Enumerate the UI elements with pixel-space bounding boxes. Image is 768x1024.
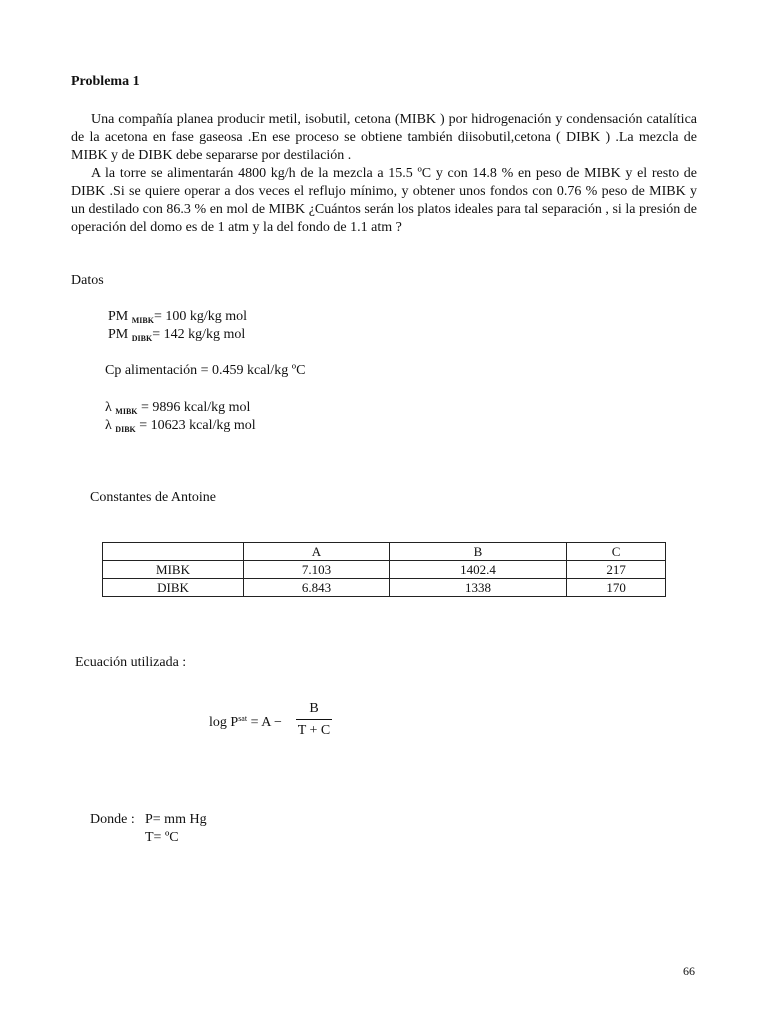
pm-dibk-label: PM — [108, 327, 129, 342]
fraction-bar — [296, 719, 332, 720]
pm-dibk-line — [108, 326, 245, 348]
equation-mid: = A − — [247, 715, 282, 730]
table-header-cell — [103, 543, 244, 561]
equation-fraction — [296, 700, 332, 740]
problem-paragraph-2 — [71, 165, 697, 237]
table-cell: 1402.4 — [389, 561, 566, 579]
lambda-dibk-sub: DIBK — [115, 425, 136, 434]
table-row — [103, 579, 666, 597]
pm-mibk-sub: MIBK — [131, 316, 154, 325]
table-header-cell: C — [567, 543, 666, 561]
equation-heading: Ecuación utilizada : — [75, 655, 187, 670]
lambda-mibk-sub: MIBK — [115, 407, 138, 416]
table-cell: 6.843 — [244, 579, 390, 597]
datos-heading: Datos — [71, 273, 104, 288]
equation-denominator: T + C — [297, 723, 331, 738]
lambda-mibk-label: λ — [105, 400, 112, 415]
table-cell: 217 — [567, 561, 666, 579]
table-row — [103, 561, 666, 579]
lambda-mibk-value: = 9896 kcal/kg mol — [137, 400, 251, 415]
paragraph-1-text: Una compañía planea producir metil, isobutil, cetona (MIBK ) por hidrogenación y condensación catalítica de la acetona en fase gaseosa .En ese proceso se obtiene también diisobutil,cetona ( DIBK ) .La mezcla de MIBK y de DIBK debe separarse por destilación . — [71, 112, 697, 163]
lambda-dibk-label: λ — [105, 418, 112, 433]
pm-dibk-sub: DIBK — [131, 334, 153, 343]
pm-mibk-label: PM — [108, 309, 129, 324]
cp-feed-line: Cp alimentación = 0.459 kcal/kg ºC — [105, 363, 306, 378]
donde-p-units: P= mm Hg — [145, 812, 207, 827]
antoine-table — [102, 542, 666, 597]
equation-lhs — [209, 710, 282, 732]
donde-label: Donde : — [90, 812, 135, 827]
table-header-cell: B — [389, 543, 566, 561]
table-header-row — [103, 543, 666, 561]
table-cell: 7.103 — [244, 561, 390, 579]
equation-sat-superscript: sat — [238, 714, 248, 723]
antoine-heading: Constantes de Antoine — [90, 490, 216, 505]
table-cell: MIBK — [103, 561, 244, 579]
table-cell: 1338 — [389, 579, 566, 597]
problem-paragraph-1 — [71, 111, 697, 165]
paragraph-2-text: A la torre se alimentarán 4800 kg/h de la mezcla a 15.5 ºC y con 14.8 % en peso de MIBK y el resto de DIBK .Si se quiere operar a dos veces el reflujo mínimo, y obtener unos fondos con 0.76 % peso de MIBK y un destilado con 86.3 % en mol de MIBK ¿Cuántos serán los platos ideales para tal separación , si la presión de operación del domo es de 1 atm y la del fondo de 1.1 atm ? — [71, 166, 697, 235]
page-number: 66 — [683, 964, 695, 978]
equation-log-p: log P — [209, 715, 239, 730]
table-cell: 170 — [567, 579, 666, 597]
pm-mibk-value: = 100 kg/kg mol — [153, 309, 248, 324]
lambda-dibk-value: = 10623 kcal/kg mol — [135, 418, 256, 433]
problem-title: Problema 1 — [71, 74, 140, 89]
pm-dibk-value: = 142 kg/kg mol — [152, 327, 246, 342]
table-cell: DIBK — [103, 579, 244, 597]
table-header-cell: A — [244, 543, 390, 561]
lambda-dibk-line — [105, 417, 256, 439]
equation-numerator: B — [309, 701, 319, 716]
donde-t-units: T= ºC — [145, 830, 179, 845]
